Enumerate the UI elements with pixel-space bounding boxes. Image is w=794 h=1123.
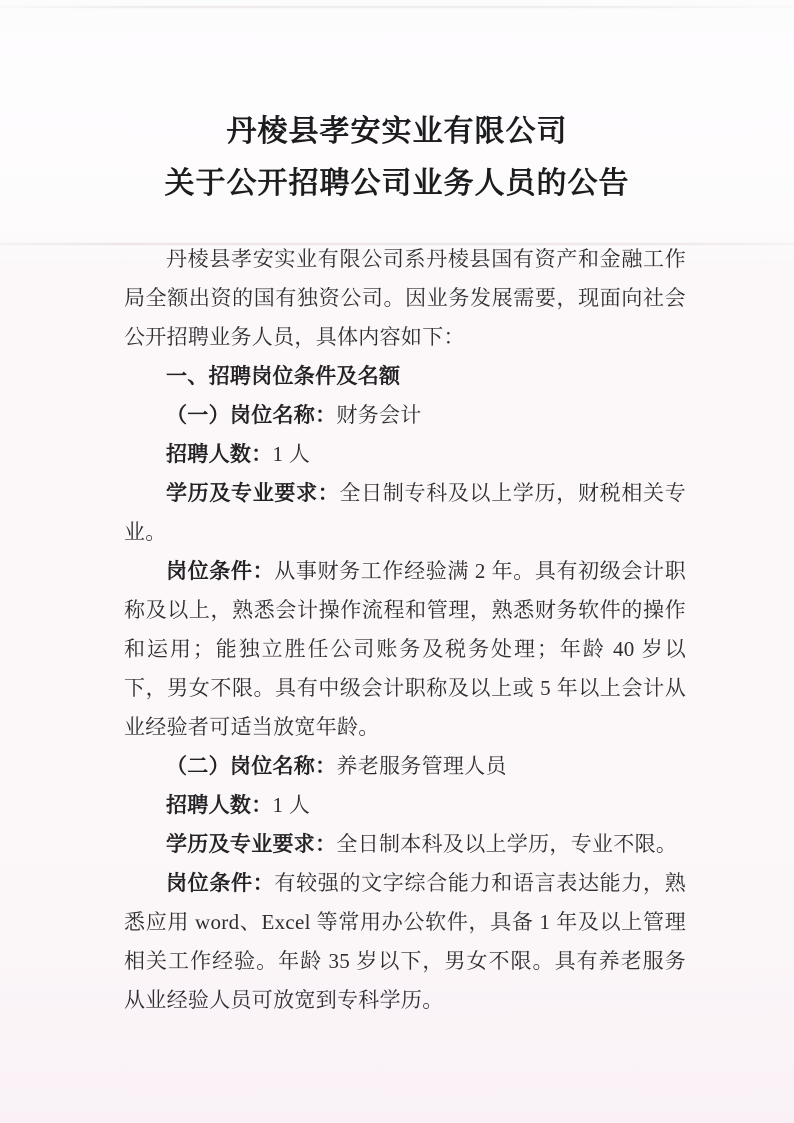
document-body bbox=[124, 240, 686, 1020]
position2-condition-label: 岗位条件： bbox=[166, 872, 275, 895]
position1-condition-label: 岗位条件： bbox=[166, 560, 275, 583]
position2-count-value: 1 人 bbox=[272, 793, 311, 817]
position1-condition-value: 从事财务工作经验满 2 年。具有初级会计职称及以上，熟悉会计操作流程和管理，熟悉财务软件的操作和运用；能独立胜任公司账务及税务处理；年龄 40 岁以下，男女不限。具有中级会计职称及以上或 5 年以上会计从业经验者可适当放宽年龄。 bbox=[124, 559, 686, 739]
position1-name-label: （一）岗位名称： bbox=[166, 404, 337, 427]
position1-education-value: 全日制专科及以上学历，财税相关专业。 bbox=[124, 481, 686, 544]
position1-name-line bbox=[124, 396, 686, 435]
position1-condition-paragraph bbox=[124, 552, 686, 747]
document-title-line1: 丹棱县孝安实业有限公司 bbox=[226, 115, 568, 148]
position1-education-label: 学历及专业要求： bbox=[166, 482, 340, 505]
position2-education-label: 学历及专业要求： bbox=[166, 833, 337, 856]
document-title bbox=[0, 106, 794, 210]
position1-count-value: 1 人 bbox=[272, 442, 311, 466]
intro-paragraph: 丹棱县孝安实业有限公司系丹棱县国有资产和金融工作局全额出资的国有独资公司。因业务发展需要，现面向社会公开招聘业务人员，具体内容如下： bbox=[124, 247, 686, 349]
position2-count-line bbox=[124, 786, 686, 825]
scan-artifact-top-edge bbox=[0, 6, 794, 8]
position2-count-label: 招聘人数： bbox=[166, 794, 273, 817]
position2-education-line bbox=[124, 825, 686, 864]
position2-education-value: 全日制本科及以上学历，专业不限。 bbox=[336, 832, 678, 856]
position2-name-label: （二）岗位名称： bbox=[166, 755, 337, 778]
position2-condition-paragraph bbox=[124, 864, 686, 1020]
position1-name-value: 财务会计 bbox=[336, 403, 422, 427]
position2-condition-value: 有较强的文字综合能力和语言表达能力，熟悉应用 word、Excel 等常用办公软件，具备 1 年及以上管理相关工作经验。年龄 35 岁以下，男女不限。具有养老服务从业经验人员可放宽到专科学历。 bbox=[124, 871, 687, 1012]
position2-name-value: 养老服务管理人员 bbox=[336, 754, 507, 778]
section-heading: 一、招聘岗位条件及名额 bbox=[166, 365, 401, 388]
position1-count-label: 招聘人数： bbox=[166, 443, 273, 466]
position1-education-line bbox=[124, 474, 686, 552]
position1-count-line bbox=[124, 435, 686, 474]
document-title-line2: 关于公开招聘公司业务人员的公告 bbox=[164, 167, 630, 200]
position2-name-line bbox=[124, 747, 686, 786]
